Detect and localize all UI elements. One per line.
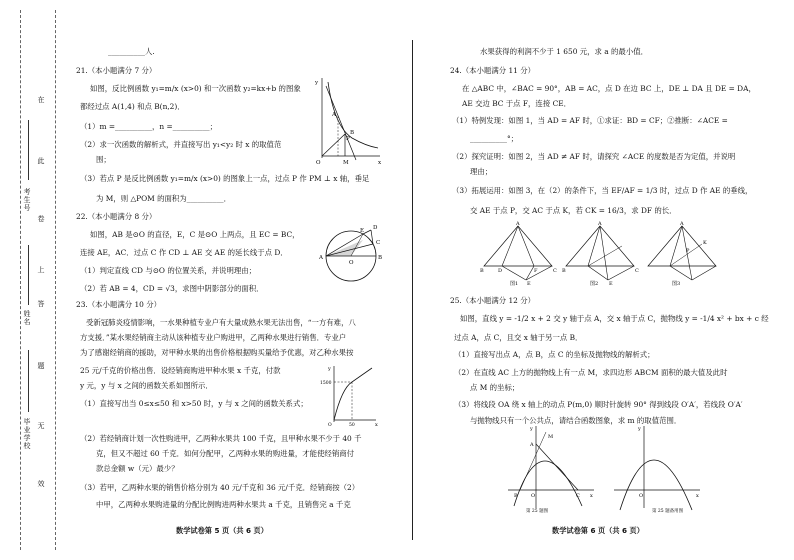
- fig-label: B: [562, 268, 566, 274]
- q23-line: 为了感谢经销商的援助，对甲种水果的出售价格根据购买量给予优惠，对乙种水果按: [80, 348, 354, 357]
- q25-backup-figure: [612, 424, 702, 514]
- q25-line: 点 M 的坐标；: [470, 383, 520, 392]
- q24-line: AE 交边 BC 于点 F，连接 CE．: [462, 99, 572, 108]
- fig-label: B: [378, 255, 383, 261]
- seal-char: 答: [37, 300, 45, 308]
- q24-figure-2: [562, 222, 640, 286]
- q25-line: （2）在直线 AC 上方的抛物线上有一点 M，求四边形 ABCM 面积的最大值及此时: [454, 368, 728, 377]
- fig-label: O: [639, 493, 644, 499]
- fig-label: M: [343, 160, 349, 166]
- fig-label: P: [686, 248, 690, 254]
- fig-caption: 图3: [672, 281, 681, 287]
- fig-label: x: [590, 493, 593, 499]
- seal-line-right: [55, 10, 56, 550]
- fig-label: F: [534, 268, 538, 274]
- q24-line: （2）探究证明：如图 2，当 AD ≠ AF 时，请探究 ∠ACE 的度数是否为定值，并说明: [452, 152, 736, 161]
- q23-line: （2）若经销商计划一次性购进甲，乙两种水果共 100 千克，且甲种水果不少于 40 千: [80, 434, 362, 443]
- q25-line: （1）直接写出点 A，点 B，点 C 的坐标及抛物线的解析式；: [454, 350, 655, 359]
- fig-label: y: [315, 80, 319, 86]
- q22-figure: [318, 222, 384, 284]
- fig-label: B: [514, 493, 518, 499]
- page-footer-left: 数学试卷第 5 页（共 6 页）: [176, 526, 268, 535]
- q23-figure: [320, 364, 380, 426]
- fig-label: A: [516, 221, 520, 227]
- fig-label: M: [548, 434, 554, 440]
- fill-line-school: [28, 350, 29, 412]
- q24-figure-1: [480, 222, 558, 286]
- q21-line: 都经过点 A(1,4) 和点 B(n,2)．: [80, 102, 185, 111]
- q23-line: 款总金额 w（元）最少？: [96, 464, 179, 473]
- q25-heading: 25.（本小题满分 12 分）: [450, 296, 535, 305]
- page-divider: [412, 40, 413, 540]
- fig-label: B: [480, 268, 484, 274]
- fig-label: x: [696, 493, 699, 499]
- q23-line: 受新冠肺炎疫情影响，一水果种植专业户有大量成熟水果无法出售，“一方有难，八: [86, 318, 356, 327]
- q25-line: 如图，直线 y = -1/2 x + 2 交 y 轴于点 A，交 x 轴于点 C，抛物线 y = -1/4 x² + bx + c 经: [460, 314, 769, 323]
- q21-line: 为 M，则 △POM 的面积为__________．: [96, 194, 231, 203]
- fig-label: E: [527, 281, 531, 287]
- q22-line: （2）若 AB = 4，CD = √3，求图中阴影部分的面积．: [80, 284, 264, 293]
- label-school: 毕业学校: [23, 418, 31, 450]
- q24-line: 交 AE 于点 P，交 AC 于点 K，若 CK = 16/3，求 DF 的长．: [470, 206, 677, 215]
- q23-line: 克，但又不超过 60 千克．如何分配甲，乙两种水果的购进量，才能使经销商付: [96, 449, 354, 458]
- q22-heading: 22.（本小题满分 8 分）: [76, 212, 157, 221]
- fig-label: E: [360, 228, 365, 234]
- fig-label: C: [635, 268, 639, 274]
- q22-line: 如图，AB 是⊙O 的直径，E，C 是⊙O 上两点，且 EC = BC，: [90, 230, 300, 239]
- seal-char: 卷: [37, 215, 45, 223]
- q25-line: 与抛物线只有一个公共点，请结合函数图象，求 m 的取值范围．: [470, 416, 682, 425]
- page-footer-right: 数学试卷第 6 页（共 6 页）: [552, 526, 644, 535]
- q24-line: __________°；: [470, 134, 519, 143]
- seal-char: 无: [37, 422, 45, 430]
- seal-char: 上: [37, 266, 45, 274]
- fig-label: E: [609, 281, 613, 287]
- fig-label: A: [680, 221, 684, 227]
- fig-label: O: [349, 260, 354, 266]
- fill-line-name: [28, 245, 29, 305]
- fig-label: C: [576, 493, 580, 499]
- fig-label: D: [498, 268, 503, 274]
- fig-label: A: [598, 221, 602, 227]
- fig-caption: 图2: [590, 281, 599, 287]
- q24-line: （3）拓展运用：如图 3，在（2）的条件下，当 EF/AF = 1/3 时，过点 D 作 AE 的垂线，: [452, 186, 753, 195]
- q24-line: （1）特例发现：如图 1，当 AD = AF 时，①求证：BD = CF；②推断：∠ACE =: [452, 116, 728, 125]
- q21-line: （1）m =__________，n =__________；: [80, 122, 218, 131]
- fig-label: O: [328, 423, 332, 428]
- fig-label: B: [350, 130, 355, 136]
- q22-line: 连接 AE，AC．过点 C 作 CD ⊥ AE 交 AE 的延长线于点 D．: [80, 248, 288, 257]
- q23-line: 25 元/千克的价格出售．设经销商购进甲种水果 x 千克，付款: [80, 366, 281, 375]
- q23-line: （1）直接写出当 0≤x≤50 和 x>50 时，y 与 x 之间的函数关系式；: [80, 399, 308, 408]
- fig-label: x: [375, 422, 378, 428]
- fig-label: 1500: [320, 381, 332, 386]
- fig-caption: 第 25 题图: [526, 509, 549, 514]
- q24-figure-3: [644, 222, 722, 286]
- q21-heading: 21.（本小题满分 7 分）: [76, 66, 157, 75]
- fig-label: A: [332, 112, 336, 118]
- fig-label: x: [378, 160, 382, 166]
- q24-line: 理由；: [470, 167, 493, 176]
- q23-heading: 23.（本小题满分 10 分）: [76, 300, 161, 309]
- fig-label: P: [346, 136, 350, 142]
- seal-char: 在: [37, 96, 45, 104]
- fig-label: O: [531, 493, 536, 499]
- fig-caption: 图1: [510, 281, 519, 287]
- fig-label: O: [316, 160, 321, 166]
- seal-line-left: [20, 10, 21, 550]
- q21-figure: [312, 76, 384, 166]
- q21-line: （2）求一次函数的解析式，并直接写出 y₁<y₂ 时 x 的取值范: [80, 140, 282, 149]
- seal-char: 效: [37, 480, 45, 488]
- fig-caption: 第 25 题备用图: [652, 509, 684, 514]
- fig-label: y: [328, 366, 331, 372]
- answer-blank: __________人.: [108, 47, 155, 56]
- fig-label: D: [373, 225, 378, 231]
- seal-char: 此: [37, 157, 45, 165]
- label-name: 姓名: [23, 310, 31, 326]
- fig-label: K: [703, 240, 707, 246]
- q25-line: 过点 A，点 C，且交 x 轴于另一点 B．: [454, 333, 583, 342]
- q22-line: （1）判定直线 CD 与⊙O 的位置关系，并说明理由；: [80, 266, 257, 275]
- seal-char: 题: [37, 362, 45, 370]
- fig-label: A: [530, 442, 534, 448]
- q24-heading: 24.（本小题满分 11 分）: [450, 66, 535, 75]
- fig-label: C: [553, 268, 557, 274]
- q23-line: （3）若甲，乙两种水果的销售价格分别为 40 元/千克和 36 元/千克．经销商按（2）: [80, 483, 360, 492]
- label-exam-number: 考生号: [23, 188, 31, 212]
- q21-line: （3）若点 P 是反比例函数 y₁=m/x (x>0) 的图象上一点，过点 P 作 PM ⊥ x 轴，垂足: [80, 174, 370, 183]
- fig-label: y: [530, 426, 533, 432]
- q21-line: 围；: [96, 155, 111, 164]
- fill-line-exam-number: [28, 120, 29, 180]
- q21-line: 如图，反比例函数 y₁=m/x (x>0) 和一次函数 y₂=kx+b 的图象: [90, 84, 301, 93]
- q23-line: y 元，y 与 x 之间的函数关系如图所示．: [80, 381, 213, 390]
- q23-line: 方支援．”某水果经销商主动从该种植专业户购进甲，乙两种水果进行销售．专业户: [80, 333, 347, 342]
- fig-label: 50: [349, 423, 355, 428]
- continued-line: 水果获得的利润不少于 1 650 元，求 a 的最小值．: [480, 47, 648, 56]
- q25-figure: [506, 424, 596, 514]
- q24-line: 在 △ABC 中，∠BAC = 90°，AB = AC，点 D 在边 BC 上，DE ⊥ DA 且 DE = DA，: [462, 84, 756, 93]
- fig-label: A: [319, 255, 323, 261]
- fig-label: y: [638, 426, 641, 432]
- q25-line: （3）将线段 OA 绕 x 轴上的动点 P(m,0) 顺时针旋转 90° 得到线段 O′A′，若线段 O′A′: [454, 400, 743, 409]
- fig-label: C: [376, 240, 381, 246]
- q23-line: 中甲，乙两种水果购进量的分配比例购进两种水果共 a 千克，且销售完 a 千克: [96, 500, 351, 509]
